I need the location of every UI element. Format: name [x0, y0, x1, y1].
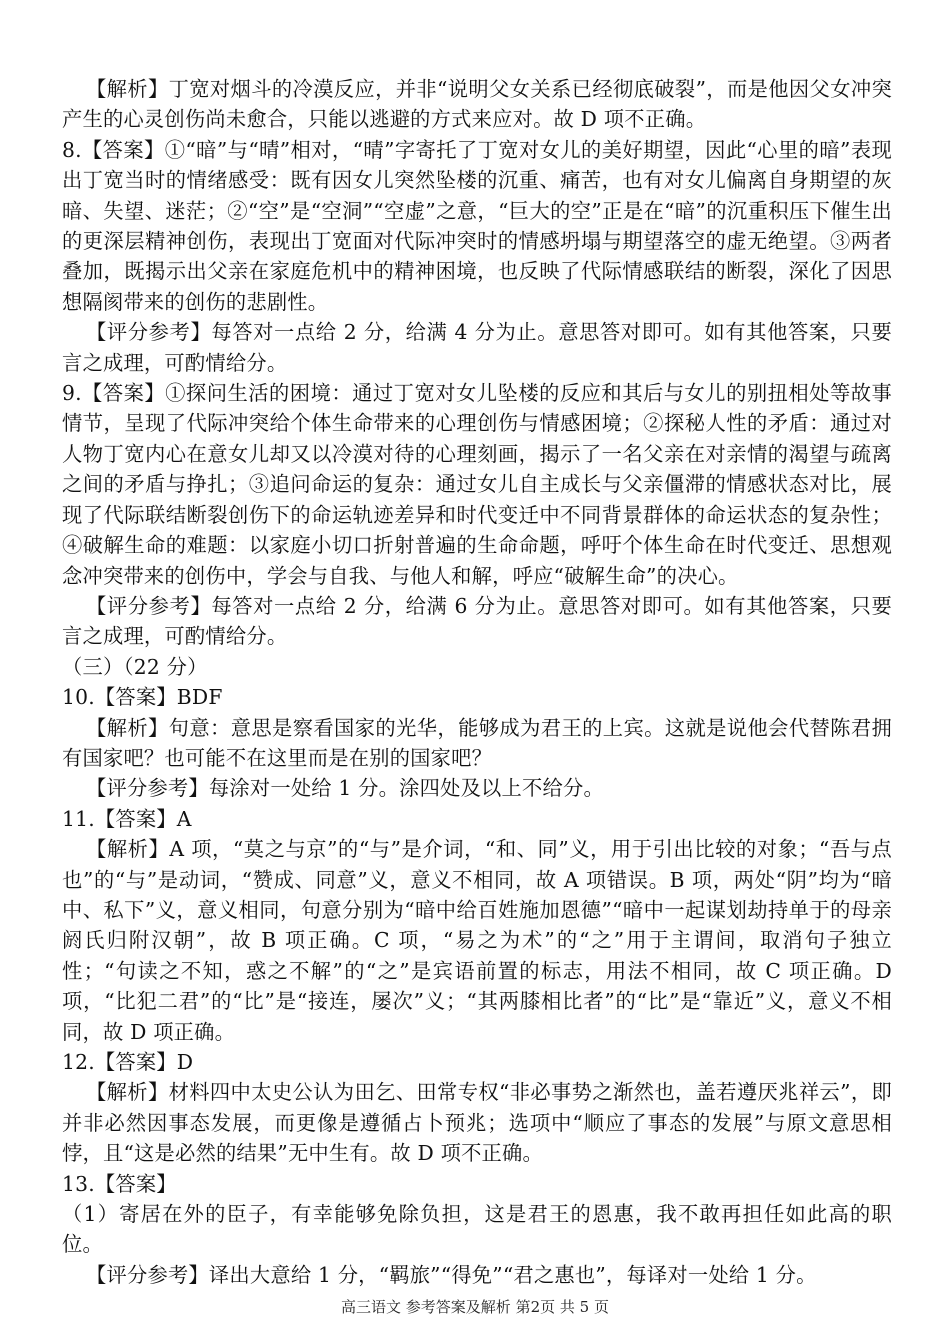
section-heading: （三）（22 分） [62, 654, 208, 679]
q13-answer: 13.【答案】 [62, 1171, 177, 1196]
q12-analysis: 【解析】材料四中太史公认为田乞、田常专权“非必事势之渐然也，盖若遵厌兆祥云”，即并非必然因事态发展，而更像是遵循占卜预兆；选项中“顺应了事态的发展”与原文意思相悖，且“这是必然的结果”无中生有。故 D 项不正确。 [62, 1080, 892, 1166]
q10-answer: 10.【答案】BDF [62, 685, 223, 710]
q12-answer: 12.【答案】D [62, 1050, 194, 1074]
q9-answer: 9.【答案】①探问生活的困境：通过丁宽对女儿坠楼的反应和其后与女儿的别扭相处等故事情节，呈现了代际冲突给个体生命带来的心理创伤与情感困境；②探秘人性的矛盾：通过对人物丁宽内心在意女儿却又以冷漠对待的心理刻画，揭示了一名父亲在对亲情的渴望与疏离之间的矛盾与挣扎；③追问命运的复杂：通过女儿自主成长与父亲僵滞的情感状态对比，展现了代际联结断裂创伤下的命运轨迹差异和时代变迁中不同背景群体的命运状态的复杂性；④破解生命的难题：以家庭小切口折射普遍的生命命题，呼吁个体生命在时代变迁、思想观念冲突带来的创伤中，学会与自我、与他人和解，呼应“破解生命”的决心。 [62, 381, 892, 588]
q13-scoring: 【评分参考】译出大意给 1 分，“羁旅”“得免”“君之惠也”，每译对一处给 1 分。 [86, 1262, 817, 1287]
page-footer: 高三语文 参考答案及解析 第2页 共 5 页 [341, 1298, 609, 1316]
q7-analysis: 【解析】丁宽对烟斗的冷漠反应，并非“说明父女关系已经彻底破裂”，而是他因父女冲突产生的心灵创伤尚未愈合，只能以逃避的方式来应对。故 D 项不正确。 [62, 77, 892, 132]
q8-answer: 8.【答案】①“暗”与“晴”相对，“晴”字寄托了丁宽对女儿的美好期望，因此“心里的暗”表现出丁宽当时的情绪感受：既有因女儿突然坠楼的沉重、痛苦，也有对女儿偏离自身期望的灰暗、失望、迷茫；②“空”是“空洞”“空虚”之意，“巨大的空”正是在“暗”的沉重积压下催生出的更深层精神创伤，表现出丁宽面对代际冲突时的情感坍塌与期望落空的虚无绝望。③两者叠加，既揭示出父亲在家庭危机中的精神困境，也反映了代际情感联结的断裂，深化了因思想隔阂带来的创伤的悲剧性。 [62, 137, 892, 314]
q9-scoring: 【评分参考】每答对一点给 2 分，给满 6 分为止。意思答对即可。如有其他答案，只要言之成理，可酌情给分。 [62, 593, 892, 649]
q11-analysis: 【解析】A 项，“莫之与京”的“与”是介词，“和、同”义，用于引出比较的对象；“吾与点也”的“与”是动词，“赞成、同意”义，意义不相同，故 A 项错误。B 项，两处“阴”均为“暗中、私下”义，意义相同，句意分别为“暗中给百姓施加恩德”“暗中一起谋划劫持单于的母亲阏氏归附汉朝”，故 B 项正确。C 项，“易之为术”的“之”用于主谓间，取消句子独立性；“句读之不知，惑之不解”的“之”是宾语前置的标志，用法不相同，故 C 项正确。D 项，“比犯二君”的“比”是“接连，屡次”义；“其两膝相比者”的“比”是“靠近”义，意义不相同，故 D 项正确。 [62, 837, 892, 1044]
q8-scoring: 【评分参考】每答对一点给 2 分，给满 4 分为止。意思答对即可。如有其他答案，只要言之成理，可酌情给分。 [62, 320, 892, 375]
q11-answer: 11.【答案】A [62, 806, 192, 831]
q10-scoring: 【评分参考】每涂对一处给 1 分。涂四处及以上不给分。 [86, 776, 604, 801]
q13-translation-1: （1）寄居在外的臣子，有幸能够免除负担，这是君王的恩惠，我不敢再担任如此高的职位。 [62, 1202, 892, 1257]
document-body [62, 74, 892, 1290]
q10-analysis: 【解析】句意：意思是察看国家的光华，能够成为君王的上宾。这就是说他会代替陈君拥有国家吧？也可能不在这里而是在别的国家吧？ [62, 715, 892, 770]
